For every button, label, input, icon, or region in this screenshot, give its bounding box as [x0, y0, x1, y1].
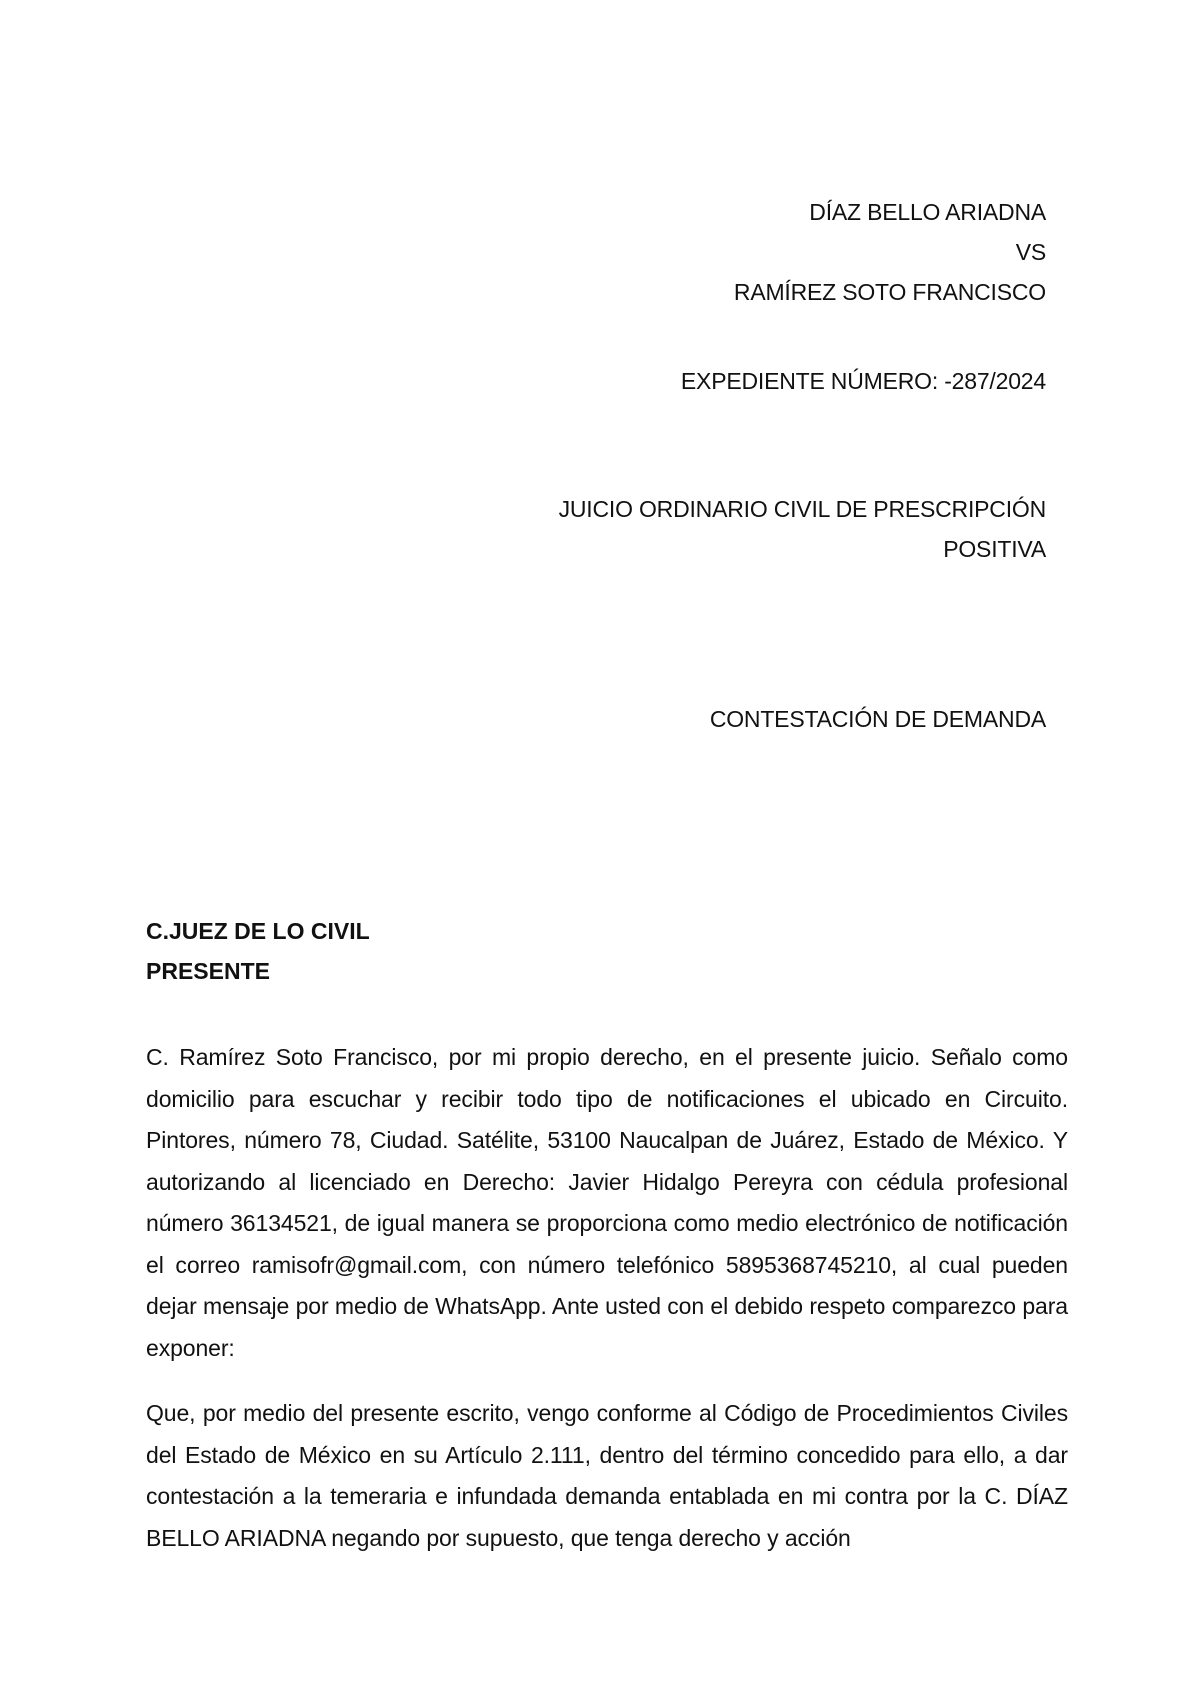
party-one: DÍAZ BELLO ARIADNA [809, 199, 1046, 225]
paragraph-text: C. Ramírez Soto Francisco, por mi propio derecho, en el presente juicio. Señalo como domicilio para escuchar y recibir todo tipo de notificaciones el ubicado en Circuito. Pintores, número 78, Ciudad. Satélite, 53100 Naucalpan de Juárez, Estado de México. Y autorizando al licenciado en Derecho: Javier Hidalgo Pereyra con cédula profesional número 36134521, de igual manera se proporciona como medio electrónico de notificación el correo ramisofr@gmail.com, con número telefónico 5895368745210, al cual pueden dejar mensaje por medio de WhatsApp. Ante usted con el debido respeto comparezco para exponer: [146, 1044, 1068, 1361]
addressee-line2: PRESENTE [146, 958, 270, 984]
body-paragraph-2 [146, 1393, 1068, 1559]
paragraph-text: Que, por medio del presente escrito, vengo conforme al Código de Procedimientos Civiles del Estado de México en su Artículo 2.111, dentro del término concedido para ello, a dar contestación a la temeraria e infundada demanda entablada en mi contra por la C. DÍAZ BELLO ARIADNA negando por supuesto, que tenga derecho y acción [146, 1400, 1068, 1551]
trial-type-line1: JUICIO ORDINARIO CIVIL DE PRESCRIPCIÓN [558, 496, 1046, 522]
body-paragraph-1 [146, 1037, 1068, 1369]
addressee-block [146, 911, 370, 991]
case-parties [734, 192, 1046, 312]
case-number: EXPEDIENTE NÚMERO: -287/2024 [680, 368, 1046, 394]
document-title: CONTESTACIÓN DE DEMANDA [709, 706, 1046, 732]
addressee-line1: C.JUEZ DE LO CIVIL [146, 918, 370, 944]
trial-type [559, 489, 1046, 569]
party-two: RAMÍREZ SOTO FRANCISCO [733, 279, 1046, 305]
versus-label: VS [1015, 239, 1046, 265]
trial-type-line2: POSITIVA [943, 536, 1046, 562]
